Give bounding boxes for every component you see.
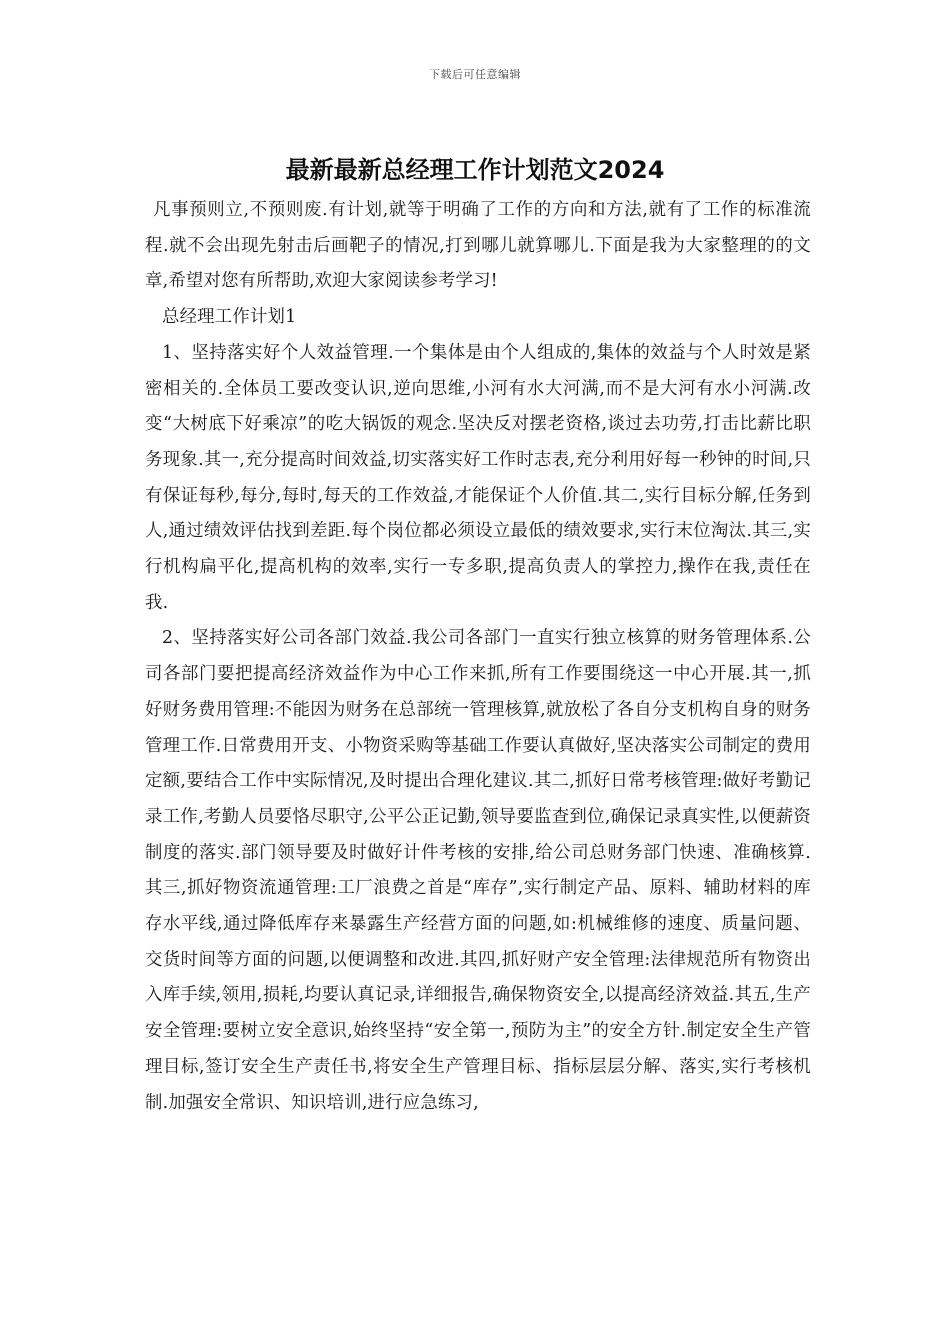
body-paragraph-2: 2、坚持落实好公司各部门效益.我公司各部门一直实行独立核算的财务管理体系.公司各部门要把提高经济效益作为中心工作来抓,所有工作要围绕这一中心开展.其一,抓好财务费用管理:不能因为财务在总部统一管理核算,就放松了各自分支机构自身的财务管理工作.日常费用开支、小物资采购等基础工作要认真做好,坚决落实公司制定的费用定额,要结合工作中实际情况,及时提出合理化建议.其二,抓好日常考核管理:做好考勤记录工作,考勤人员要恪尽职守,公平公正记勤,领导要监查到位,确保记录真实性,以便薪资制度的落实.部门领导要及时做好计件考核的安排,给公司总财务部门快速、准确核算.其三,抓好物资流通管理:工厂浪费之首是“库存”,实行制定产品、原料、辅助材料的库存水平线,通过降低库存来暴露生产经营方面的问题,如:机械维修的速度、质量问题、交货时间等方面的问题,以便调整和改进.其四,抓好财产安全管理:法律规范所有物资出入库手续,领用,损耗,均要认真记录,详细报告,确保物资安全,以提高经济效益.其五,生产安全管理:要树立安全意识,始终坚持“安全第一,预防为主”的安全方针.制定安全生产管理目标,签订安全生产责任书,将安全生产管理目标、指标层层分解、落实,实行考核机制.加强安全常识、知识培训,进行应急练习, — [145, 628, 811, 1113]
document-title: 最新最新总经理工作计划范文2024 — [285, 156, 665, 184]
section-heading: 总经理工作计划1 — [162, 307, 297, 328]
body-paragraph-1: 1、坚持落实好个人效益管理.一个集体是由个人组成的,集体的效益与个人时效是紧密相关的.全体员工要改变认识,逆向思维,小河有水大河满,而不是大河有水小河满.改变“大树底下好乘凉”的吃大锅饭的观念.坚决反对摆老资格,谈过去功劳,打击比薪比职务现象.其一,充分提高时间效益,切实落实好工作时志表,充分利用好每一秒钟的时间,只有保证每秒,每分,每时,每天的工作效益,才能保证个人价值.其二,实行目标分解,任务到人,通过绩效评估找到差距.每个岗位都必须设立最低的绩效要求,实行末位淘汰.其三,实行机构扁平化,提高机构的效率,实行一专多职,提高负责人的掌控力,操作在我,责任在我. — [145, 342, 811, 613]
intro-paragraph: 凡事预则立,不预则废.有计划,就等于明确了工作的方向和方法,就有了工作的标准流程.就不会出现先射击后画靶子的情况,打到哪儿就算哪儿.下面是我为大家整理的的文章,希望对您有所帮助,欢迎大家阅读参考学习! — [145, 200, 811, 292]
header-note: 下载后可任意编辑 — [429, 68, 521, 81]
document-body — [145, 193, 811, 1121]
